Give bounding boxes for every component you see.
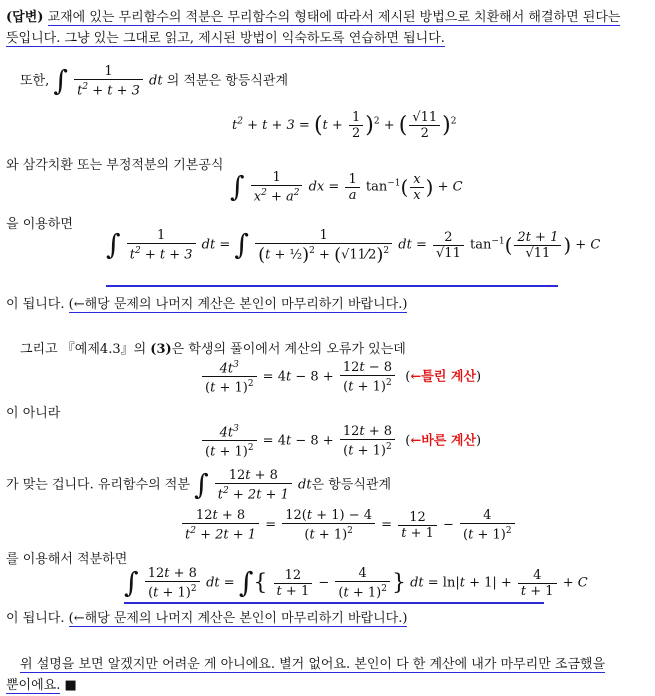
note-2: (←해당 문제의 나머지 계산은 본인이 마무리하기 바랍니다.) <box>68 611 408 626</box>
integral-result-1: ∫ $\frac{1}{t^2 + t + 3}$ dt = ∫ $\frac{1}{(t + \frac{1}{2})^2 + (√11⁄2)^2}$ dt = $\frac{2}{√11}$ $\tan^{-1}$( $\frac{2t + 1}{√11}$ ) + C <box>106 228 601 266</box>
closing-text-1: 위 설명을 보면 알겠지만 어려운 게 아니에요. 별거 없어요. 본인이 다 한 계산에 내가 마무리만 조금했을 <box>20 657 606 672</box>
becomes-text-2: 이 됩니다. <box>6 611 65 626</box>
fraction-1-over-quadratic: $\frac{1}{t^2 + t + 3}$ <box>74 64 143 98</box>
intro-text-1: 교재에 있는 무리함수의 적분은 무리함수의 형태에 따라서 제시된 방법으로 치환해서 해결하면 된다는 <box>47 10 621 25</box>
also-prefix: 또한, <box>20 73 50 89</box>
underline-result-2 <box>124 602 544 604</box>
closing-line2 <box>6 674 77 693</box>
identity-complete-square: $t^2 + t + 3 = (t$ + $\frac{1}{2}$ )$^2$ + ( $\frac{√11}{2}$ )$^2$ <box>232 110 457 141</box>
example-number: (3) <box>150 342 172 357</box>
right-label: (←바른 계산) <box>405 433 482 449</box>
using-text: 을 이용하면 <box>6 217 73 232</box>
arctan-formula: ∫ $\frac{1}{x^2 + a^2}$ dx = $\frac{1}{a}$ $\tan^{-1}$( $\frac{x}{x}$ ) + C <box>230 170 463 205</box>
wrong-label: (←틀린 계산) <box>405 369 482 385</box>
integral-sign: ∫ <box>53 64 68 98</box>
correct-suffix: 은 항등식관계 <box>311 477 392 493</box>
intro-paragraph-line2 <box>6 27 445 46</box>
example-rest: 은 학생의 풀이에서 계산의 오류가 있는데 <box>171 342 406 357</box>
wrong-calculation: $\frac{4t^3}{(t + 1)^2}$ = 4t − 8 + $\frac{12t - 8}{(t + 1)^2}$ (←틀린 계산) <box>200 358 481 396</box>
answer-label: (답변) <box>6 10 44 25</box>
closing-line1 <box>20 653 605 672</box>
not-text: 이 아니라 <box>6 406 61 421</box>
becomes-line-2 <box>6 607 407 626</box>
end-mark: ■ <box>64 678 77 693</box>
correct-prefix: 가 맞는 겁니다. 유리함수의 적분 <box>6 477 190 493</box>
correct-line: 가 맞는 겁니다. 유리함수의 적분 ∫ $\frac{12t + 8}{t^2 + 2t + 1}$ dt은 항등식관계 <box>6 468 392 503</box>
intro-text-2: 뜻입니다. 그냥 있는 그대로 읽고, 제시된 방법이 익숙하도록 연습하면 됩니다. <box>6 31 445 46</box>
right-calculation: $\frac{4t^3}{(t + 1)^2}$ = 4t − 8 + $\frac{12t + 8}{(t + 1)^2}$ (←바른 계산) <box>200 422 481 460</box>
closing-text-2: 뿐이에요. <box>6 678 61 693</box>
underline-result-1 <box>106 285 558 287</box>
note-1: (←해당 문제의 나머지 계산은 본인이 마무리하기 바랍니다.) <box>68 297 408 312</box>
also-suffix: 의 적분은 항등식관계 <box>166 73 289 89</box>
intro-paragraph-line1 <box>6 6 620 25</box>
becomes-text-1: 이 됩니다. <box>6 297 65 312</box>
partial-fraction-identity: $\frac{12t + 8}{t^2 + 2t + 1}$ = $\frac{12(t + 1) - 4}{(t + 1)^2}$ = $\frac{12}{t + 1}$ − $\frac{4}{(t + 1)^2}$ <box>180 508 517 542</box>
example-line <box>20 338 406 357</box>
trig-sub-text: 와 삼각치환 또는 부정적분의 기본공식 <box>6 158 224 173</box>
example-ref: 그리고 『예제4.3』의 <box>20 342 147 357</box>
becomes-line-1 <box>6 293 407 312</box>
also-line: 또한, ∫ $\frac{1}{t^2 + t + 3}$ dt 의 적분은 항등식관계 <box>20 64 289 99</box>
integral-result-2: ∫ $\frac{12t + 8}{(t + 1)^2}$ dt = ∫{ $\frac{12}{t + 1}$ − $\frac{4}{(t + 1)^2}$ } dt = ln|t + 1| + $\frac{4}{t + 1}$ + C <box>124 566 588 601</box>
using-integrate-text: 를 이용해서 적분하면 <box>6 552 128 567</box>
